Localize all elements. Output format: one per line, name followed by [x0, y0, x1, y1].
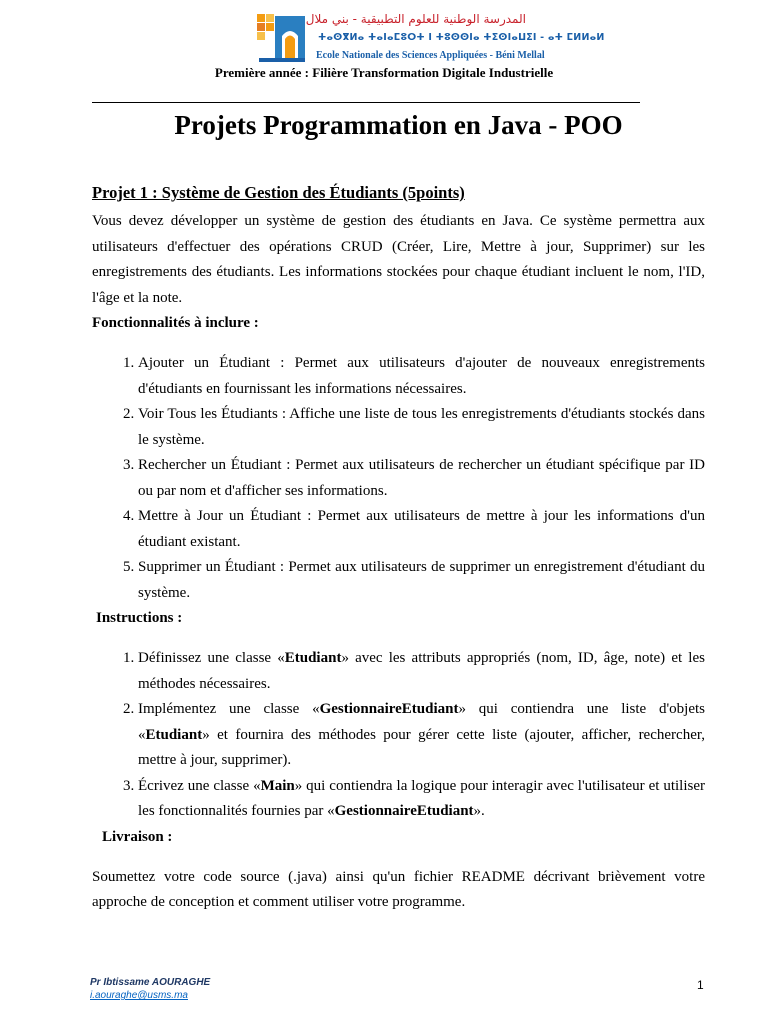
- feature-item: 3. Rechercher un Étudiant : Permet aux utilisateurs de rechercher un étudiant spécifique par ID ou par nom et d'afficher ses informations.: [138, 453, 705, 504]
- feature-item: 1. Ajouter un Étudiant : Permet aux utilisateurs d'ajouter de nouveaux enregistrements d'étudiants en fournissant les informations nécessaires.: [138, 351, 705, 402]
- footer-email-link[interactable]: i.aouraghe@usms.ma: [90, 990, 188, 1001]
- feature-item: 5. Supprimer un Étudiant : Permet aux utilisateurs de supprimer un enregistrement d'étudiant du système.: [138, 555, 705, 606]
- school-name-arabic: المدرسة الوطنية للعلوم التطبيقية - بني ملال: [305, 12, 526, 26]
- instructions-list: [92, 646, 705, 825]
- school-name-tifinagh: ⵜⴰⵙⴳⵍⴰ ⵜⴰⵏⴰⵎⵓⵔⵜ ⵏ ⵜⵓⵙⵙⵏⴰ ⵜⵉⵙⵏⴰⵡⵉⵏ - ⴰⵜ ⵎⵍⵍⴰⵍ: [318, 32, 605, 43]
- footer-author-block: [90, 976, 210, 1002]
- document-title: Projets Programmation en Java - POO: [174, 110, 623, 140]
- features-heading: Fonctionnalités à inclure :: [92, 315, 259, 331]
- page-number: 1: [697, 978, 704, 992]
- feature-item: 4. Mettre à Jour un Étudiant : Permet aux utilisateurs de mettre à jour les informations d'un étudiant existant.: [138, 504, 705, 555]
- document-body: [92, 183, 705, 916]
- instruction-item: 1. Définissez une classe «Etudiant» avec les attributs appropriés (nom, ID, âge, note) et les méthodes nécessaires.: [138, 646, 705, 697]
- instruction-item: 3. Écrivez une classe «Main» qui contiendra la logique pour interagir avec l'utilisateur et utiliser les fonctionnalités fournies par «GestionnaireEtudiant».: [138, 774, 705, 825]
- project-title: Projet 1 : Système de Gestion des Étudiants (5points): [92, 183, 465, 202]
- footer-author: Pr Ibtissame AOURAGHE: [90, 977, 211, 988]
- delivery-text: Soumettez votre code source (.java) ainsi qu'un fichier README décrivant brièvement votre approche de conception et comment utiliser votre programme.: [92, 868, 705, 910]
- features-list: [92, 351, 705, 606]
- project-intro: Vous devez développer un système de gestion des étudiants en Java. Ce système permettra aux utilisateurs d'effectuer des opérations CRUD (Créer, Lire, Mettre à jour, Supprimer) sur les enregistrements des étudiants. Les informations stockées pour chaque étudiant incluent le nom, l'ID, l'âge et la note.: [92, 213, 705, 306]
- ensa-logo-icon: [255, 12, 309, 66]
- header-divider: [92, 102, 640, 103]
- feature-item: 2. Voir Tous les Étudiants : Affiche une liste de tous les enregistrements d'étudiants stockés dans le système.: [138, 402, 705, 453]
- program-subtitle: Première année : Filière Transformation Digitale Industrielle: [214, 65, 554, 80]
- school-name-french: Ecole Nationale des Sciences Appliquées - Béni Mellal: [316, 50, 545, 61]
- delivery-heading: Livraison :: [102, 828, 173, 845]
- instruction-item: 2. Implémentez une classe «GestionnaireEtudiant» qui contiendra une liste d'objets «Etudiant» et fournira des méthodes pour gérer cette liste (ajouter, afficher, rechercher, mettre à jour, supprimer).: [138, 697, 705, 774]
- instructions-heading: Instructions :: [96, 610, 183, 626]
